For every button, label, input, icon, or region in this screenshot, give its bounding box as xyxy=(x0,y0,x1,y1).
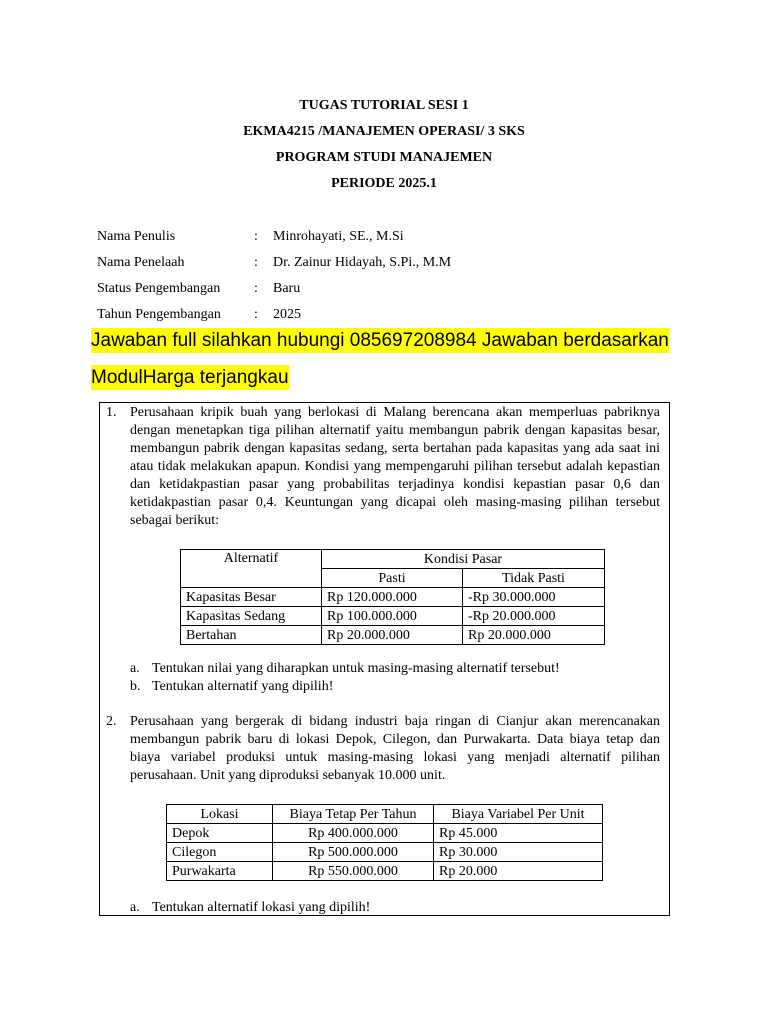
sub-question-a xyxy=(130,899,370,917)
header-program: PROGRAM STUDI MANAJEMEN xyxy=(275,150,493,165)
cell-biaya-tetap: Rp 500.000.000 xyxy=(273,843,434,862)
table-header-biaya-tetap: Biaya Tetap Per Tahun xyxy=(273,805,434,824)
meta-row-tahun xyxy=(97,302,451,328)
table-header-biaya-variabel: Biaya Variabel Per Unit xyxy=(434,805,603,824)
meta-label: Status Pengembangan xyxy=(97,281,221,296)
table-header-pasti: Pasti xyxy=(322,569,463,588)
meta-label: Tahun Pengembangan xyxy=(97,307,221,322)
cost-table xyxy=(166,804,603,881)
cell-pasti: Rp 20.000.000 xyxy=(322,626,463,645)
table-row xyxy=(167,843,603,862)
meta-value: Baru xyxy=(273,281,301,296)
cell-lokasi: Purwakarta xyxy=(167,862,273,881)
question-text: Perusahaan yang bergerak di bidang industri baja ringan di Cianjur akan merencanakan membangun pabrik baru di lokasi Depok, Cilegon, dan Purwakarta. Data biaya tetap dan biaya variabel produksi untuk masing-masing lokasi yang menjadi alternatif pilihan perusahaan. Unit yang diproduksi sebanyak 10.000 unit. xyxy=(130,714,660,783)
highlight-banner xyxy=(91,328,669,390)
table-header-tidak-pasti: Tidak Pasti xyxy=(463,569,605,588)
question-text: Perusahaan kripik buah yang berlokasi di Malang berencana akan memperluas pabriknya dengan menetapkan tiga pilihan alternatif yaitu membangun pabrik dengan kapasitas besar, membangun pabrik dengan kapasitas sedang, serta bertahan pada kapasitas yang ada saat ini atau tidak melakukan apapun. Kondisi yang mempengaruhi pilihan tersebut adalah kepastian dan ketidakpastian pasar yang probabilitas terjadinya kondisi kepastian pasar 0,6 dan ketidakpastian pasar 0,4. Keuntungan yang dicapai oleh masing-masing pilihan tersebut sebagai berikut: xyxy=(130,405,660,528)
meta-colon: : xyxy=(254,229,258,244)
cell-tidak-pasti: Rp 20.000.000 xyxy=(463,626,605,645)
meta-value: Dr. Zainur Hidayah, S.Pi., M.M xyxy=(273,255,452,270)
cell-biaya-tetap: Rp 400.000.000 xyxy=(273,824,434,843)
cell-biaya-variabel: Rp 30.000 xyxy=(434,843,603,862)
meta-row-penelaah xyxy=(97,250,451,276)
meta-row-status xyxy=(97,276,451,302)
cell-alternatif: Kapasitas Besar xyxy=(181,588,322,607)
sub-question-a xyxy=(130,660,560,678)
meta-value: 2025 xyxy=(273,307,301,322)
table-row xyxy=(181,588,605,607)
profit-table xyxy=(180,549,605,645)
sub-letter: b. xyxy=(130,679,141,694)
document-header xyxy=(0,93,768,197)
cell-pasti: Rp 120.000.000 xyxy=(322,588,463,607)
cell-alternatif: Kapasitas Sedang xyxy=(181,607,322,626)
table-header-lokasi: Lokasi xyxy=(167,805,273,824)
sub-text: Tentukan nilai yang diharapkan untuk masing-masing alternatif tersebut! xyxy=(152,661,560,676)
meta-colon: : xyxy=(254,281,258,296)
table-row xyxy=(167,862,603,881)
meta-label: Nama Penelaah xyxy=(97,255,185,270)
table-row xyxy=(181,626,605,645)
meta-colon: : xyxy=(254,255,258,270)
question-number: 1. xyxy=(106,405,117,420)
questions-box xyxy=(99,402,670,916)
cell-biaya-variabel: Rp 45.000 xyxy=(434,824,603,843)
sub-letter: a. xyxy=(130,661,140,676)
cell-lokasi: Cilegon xyxy=(167,843,273,862)
banner-line-1: Jawaban full silahkan hubungi 085697208984 Jawaban berdasarkan xyxy=(91,330,669,351)
meta-label: Nama Penulis xyxy=(97,229,176,244)
sub-question-b xyxy=(130,678,333,696)
author-info xyxy=(97,224,451,328)
cell-tidak-pasti: -Rp 30.000.000 xyxy=(463,588,605,607)
header-period: PERIODE 2025.1 xyxy=(331,176,437,191)
meta-colon: : xyxy=(254,307,258,322)
header-course: EKMA4215 /MANAJEMEN OPERASI/ 3 SKS xyxy=(243,124,525,139)
cell-tidak-pasti: -Rp 20.000.000 xyxy=(463,607,605,626)
cell-alternatif: Bertahan xyxy=(181,626,322,645)
meta-row-penulis xyxy=(97,224,451,250)
table-header-alternatif: Alternatif xyxy=(181,550,322,588)
sub-text: Tentukan alternatif yang dipilih! xyxy=(152,679,334,694)
table-header-kondisi: Kondisi Pasar xyxy=(322,550,605,569)
table-row xyxy=(167,824,603,843)
question-number: 2. xyxy=(106,714,117,729)
cell-pasti: Rp 100.000.000 xyxy=(322,607,463,626)
sub-text: Tentukan alternatif lokasi yang dipilih! xyxy=(152,900,371,915)
banner-line-2: ModulHarga terjangkau xyxy=(91,367,289,388)
sub-letter: a. xyxy=(130,900,140,915)
meta-value: Minrohayati, SE., M.Si xyxy=(273,229,404,244)
table-row xyxy=(181,607,605,626)
cell-biaya-tetap: Rp 550.000.000 xyxy=(273,862,434,881)
cell-biaya-variabel: Rp 20.000 xyxy=(434,862,603,881)
header-title: TUGAS TUTORIAL SESI 1 xyxy=(299,98,469,113)
cell-lokasi: Depok xyxy=(167,824,273,843)
